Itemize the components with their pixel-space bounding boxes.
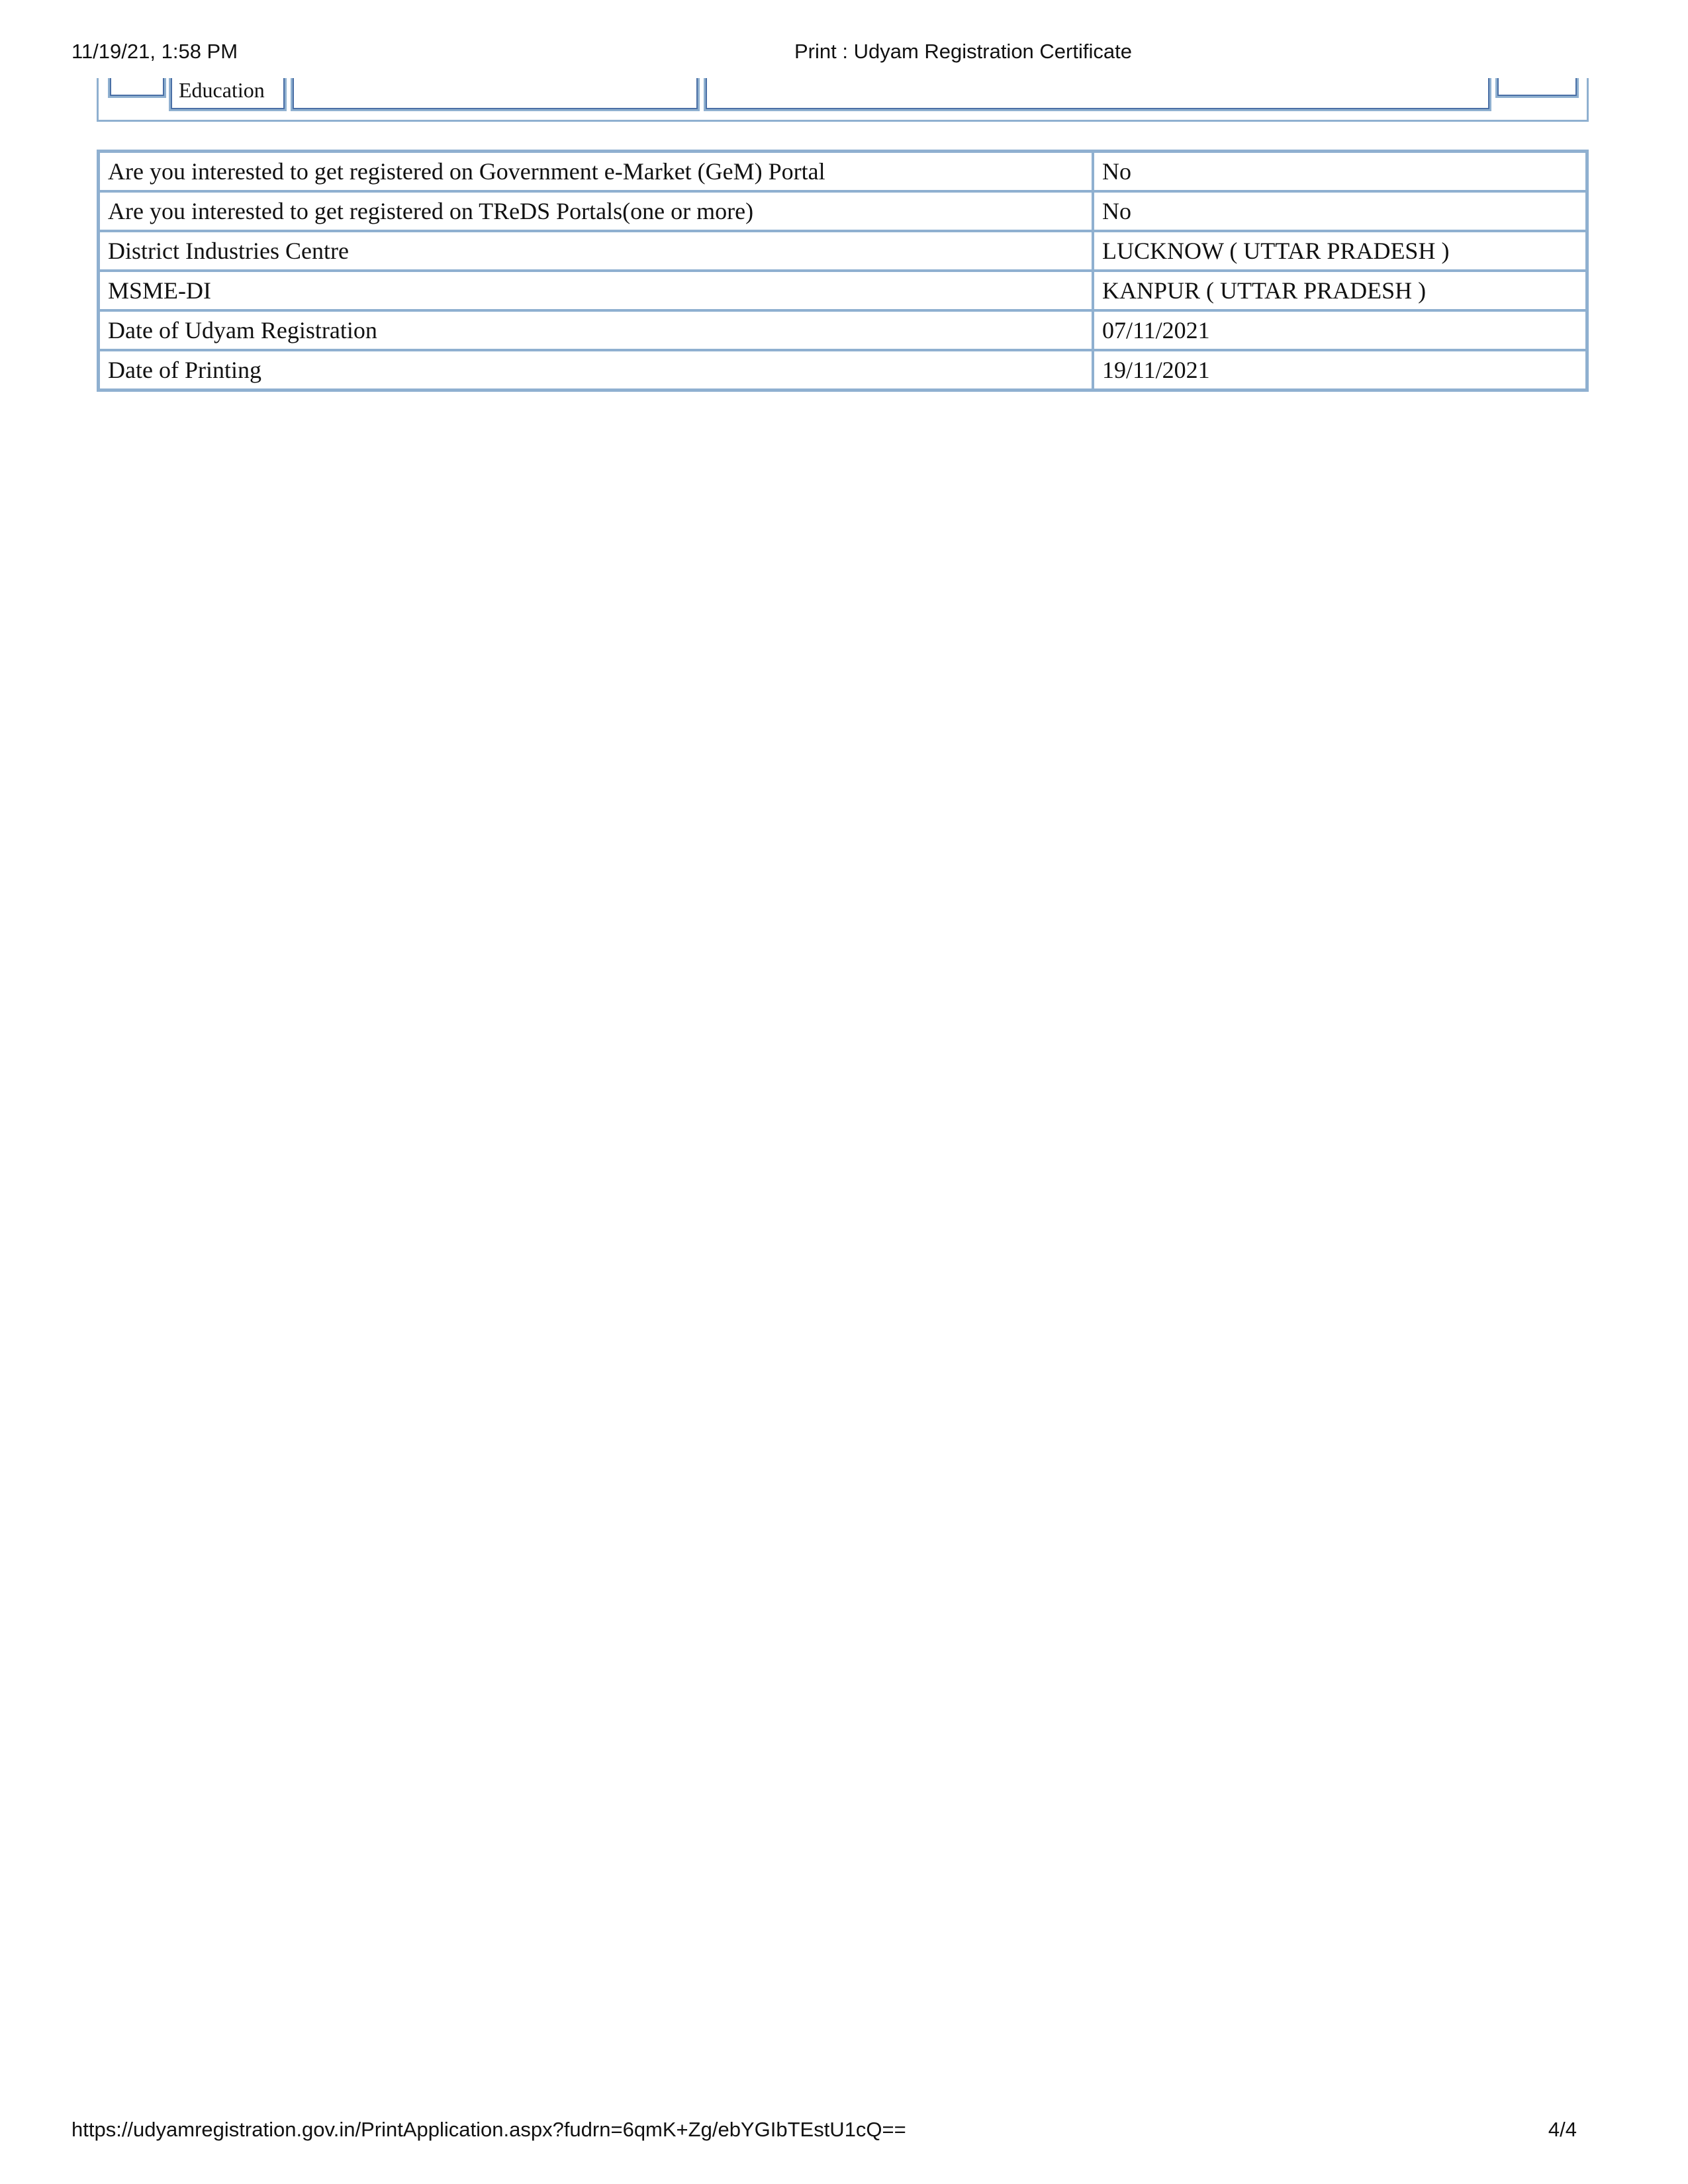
- row-label: MSME-DI: [99, 271, 1093, 310]
- table-row: [99, 310, 1587, 350]
- print-page-title: Print : Udyam Registration Certificate: [794, 40, 1132, 63]
- fragment-cell-education: [169, 78, 287, 111]
- table-row: [99, 191, 1587, 231]
- print-footer: [71, 2118, 1617, 2144]
- table-row: [99, 271, 1587, 310]
- fragment-cell: [108, 78, 166, 98]
- print-header: [71, 40, 1617, 66]
- row-label: Are you interested to get registered on Government e-Market (GeM) Portal: [99, 152, 1093, 191]
- print-datetime: 11/19/21, 1:58 PM: [71, 40, 238, 63]
- registration-info-table: [97, 150, 1589, 392]
- row-value: LUCKNOW ( UTTAR PRADESH ): [1093, 231, 1587, 271]
- page-number: 4/4: [1548, 2118, 1577, 2141]
- table-row: [99, 350, 1587, 390]
- fragment-cell: [291, 78, 700, 111]
- row-value: 19/11/2021: [1093, 350, 1587, 390]
- row-value: No: [1093, 191, 1587, 231]
- fragment-cell: [704, 78, 1491, 111]
- table-row: [99, 152, 1587, 191]
- row-value: 07/11/2021: [1093, 310, 1587, 350]
- row-label: Date of Printing: [99, 350, 1093, 390]
- fragment-cell: [1495, 78, 1579, 98]
- row-label: Date of Udyam Registration: [99, 310, 1093, 350]
- table-row: [99, 231, 1587, 271]
- row-value: KANPUR ( UTTAR PRADESH ): [1093, 271, 1587, 310]
- row-value: No: [1093, 152, 1587, 191]
- previous-table-fragment: [97, 78, 1589, 122]
- row-label: District Industries Centre: [99, 231, 1093, 271]
- fragment-cell-text: Education: [179, 78, 265, 102]
- page-url: https://udyamregistration.gov.in/PrintApplication.aspx?fudrn=6qmK+Zg/ebYGIbTEstU1cQ==: [71, 2118, 906, 2141]
- row-label: Are you interested to get registered on TReDS Portals(one or more): [99, 191, 1093, 231]
